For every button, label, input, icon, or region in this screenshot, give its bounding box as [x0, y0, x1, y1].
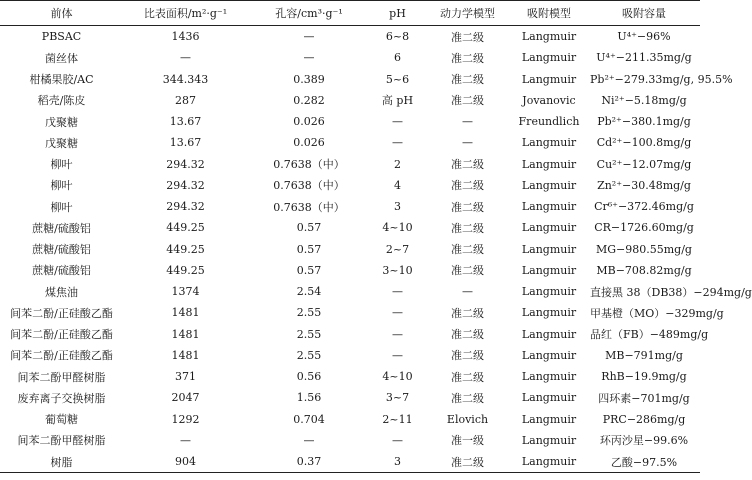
- adsorption-model-cell: Langmuir: [521, 285, 577, 299]
- adsorption-capacity-cell: PRC−286mg/g: [602, 412, 686, 426]
- pore-volume-cell: 0.7638（中）: [273, 179, 345, 193]
- pore-volume-cell: 2.54: [296, 285, 322, 299]
- adsorption-capacity-cell: 乙酸−97.5%: [588, 451, 700, 473]
- surface-area-cell: 1481: [171, 306, 200, 320]
- ph-cell: 2~7: [385, 242, 410, 256]
- adsorption-model-cell: Langmuir: [521, 157, 577, 171]
- adsorption-capacity-cell: Pb²⁺−279.33mg/g, 95.5%: [590, 72, 733, 86]
- table-row: [0, 409, 700, 430]
- header-adsorption-model: 吸附模型: [510, 1, 588, 26]
- adsorption-model-cell: Langmuir: [521, 306, 577, 320]
- adsorption-capacity-cell: MB−708.82mg/g: [596, 263, 692, 277]
- surface-area-cell: 1436: [171, 30, 200, 44]
- surface-area-cell: 449.25: [166, 263, 205, 277]
- pore-volume-cell: 0.7638（中）: [273, 158, 345, 172]
- kinetic-model-cell: 准二级: [451, 370, 484, 384]
- surface-area-cell: 13.67: [169, 115, 202, 129]
- kinetic-model-cell: 准二级: [451, 221, 484, 235]
- ph-cell: 2~11: [382, 412, 413, 426]
- surface-area-cell: 1481: [171, 348, 200, 362]
- ph-cell: 6~8: [385, 30, 410, 44]
- table-row: [0, 451, 700, 473]
- adsorption-capacity-cell: Zn²⁺−30.48mg/g: [597, 178, 691, 192]
- precursor-cell: 葡萄糖: [45, 413, 78, 427]
- kinetic-model-cell: —: [462, 285, 473, 299]
- surface-area-cell: 1481: [171, 327, 200, 341]
- adsorption-model-cell: Langmuir: [521, 136, 577, 150]
- pore-volume-cell: 0.704: [293, 412, 325, 426]
- pore-volume-cell: 0.56: [296, 370, 322, 384]
- pore-volume-cell: 2.55: [296, 348, 322, 362]
- precursor-cell: 柳叶: [50, 179, 73, 193]
- header-adsorption-capacity: 吸附容量: [588, 1, 700, 26]
- kinetic-model-cell: 准二级: [451, 94, 484, 108]
- pore-volume-cell: 0.389: [293, 72, 325, 86]
- precursor-cell: 间苯二酚/正硅酸乙酯: [10, 306, 113, 320]
- ph-cell: —: [392, 348, 403, 362]
- adsorption-capacity-cell: Cr⁶⁺−372.46mg/g: [594, 200, 694, 214]
- pore-volume-cell: 0.37: [248, 451, 370, 473]
- surface-area-cell: 294.32: [166, 178, 205, 192]
- header-pore-volume: 孔容/cm³·g⁻¹: [248, 1, 370, 26]
- header-ph: pH: [370, 1, 425, 26]
- pore-volume-cell: 0.7638（中）: [273, 200, 345, 214]
- adsorption-model-cell: Langmuir: [521, 221, 577, 235]
- adsorption-model-cell: Langmuir: [521, 348, 577, 362]
- table-header: [0, 1, 700, 26]
- kinetic-model-cell: 准二级: [451, 391, 484, 405]
- ph-cell: —: [392, 285, 403, 299]
- ph-cell: —: [392, 115, 403, 129]
- header-precursor: 前体: [0, 1, 123, 26]
- surface-area-cell: 2047: [171, 391, 200, 405]
- adsorption-model-cell: Jovanovic: [522, 93, 576, 107]
- pore-volume-cell: 0.57: [296, 242, 322, 256]
- table-row: [0, 217, 700, 238]
- surface-area-cell: 449.25: [166, 221, 205, 235]
- surface-area-cell: —: [180, 51, 191, 65]
- surface-area-cell: 371: [175, 370, 196, 384]
- header-surface-area: 比表面积/m²·g⁻¹: [123, 1, 248, 26]
- surface-area-cell: 13.67: [169, 136, 202, 150]
- ph-cell: —: [392, 306, 403, 320]
- pore-volume-cell: 0.282: [293, 93, 325, 107]
- precursor-cell: 间苯二酚/正硅酸乙酯: [10, 349, 113, 363]
- precursor-cell: 煤焦油: [45, 285, 78, 299]
- kinetic-model-cell: 准二级: [451, 243, 484, 257]
- ph-cell: 4~10: [382, 221, 413, 235]
- pore-volume-cell: 2.55: [296, 306, 322, 320]
- adsorption-capacity-cell: 四环素−701mg/g: [598, 391, 690, 405]
- kinetic-model-cell: —: [462, 115, 473, 129]
- adsorption-capacity-cell: RhB−19.9mg/g: [601, 370, 687, 384]
- table-row: [0, 26, 700, 48]
- kinetic-model-cell: 准二级: [451, 179, 484, 193]
- table-row: [0, 132, 700, 153]
- precursor-cell: 菌丝体: [45, 51, 78, 65]
- surface-area-cell: 294.32: [166, 157, 205, 171]
- kinetic-model-cell: 准二级: [451, 328, 484, 342]
- ph-cell: 6: [394, 51, 401, 65]
- adsorption-capacity-cell: Cu²⁺−12.07mg/g: [596, 157, 692, 171]
- adsorption-model-cell: Langmuir: [521, 327, 577, 341]
- kinetic-model-cell: 准二级: [451, 30, 484, 44]
- adsorption-capacity-cell: 环丙沙星−99.6%: [599, 434, 689, 448]
- adsorption-capacity-cell: U⁴⁺−96%: [617, 30, 671, 44]
- precursor-cell: 蔗糖/硫酸铝: [32, 243, 91, 257]
- adsorption-capacity-cell: Ni²⁺−5.18mg/g: [601, 93, 687, 107]
- adsorption-model-cell: Langmuir: [521, 433, 577, 447]
- adsorption-capacity-cell: 直接黑 38（DB38）−294mg/g: [590, 285, 752, 299]
- ph-cell: 4: [394, 178, 401, 192]
- surface-area-cell: 1374: [171, 285, 200, 299]
- ph-cell: —: [392, 327, 403, 341]
- table-row: [0, 281, 700, 302]
- precursor-cell: 柳叶: [50, 200, 73, 214]
- pore-volume-cell: 0.57: [296, 221, 322, 235]
- pore-volume-cell: 0.026: [293, 136, 325, 150]
- adsorption-capacity-cell: 甲基橙（MO）−329mg/g: [590, 306, 724, 320]
- adsorption-model-cell: Freundlich: [518, 115, 580, 129]
- ph-cell: —: [392, 136, 403, 150]
- precursor-cell: PBSAC: [41, 30, 82, 44]
- table-row: [0, 175, 700, 196]
- table-row: [0, 239, 700, 260]
- adsorption-model-cell: Langmuir: [521, 412, 577, 426]
- kinetic-model-cell: 准二级: [451, 349, 484, 363]
- header-row: [0, 1, 700, 26]
- precursor-cell: 柳叶: [50, 158, 73, 172]
- adsorption-model-cell: Langmuir: [521, 30, 577, 44]
- kinetic-model-cell: 准二级: [451, 264, 484, 278]
- adsorption-model-cell: Langmuir: [521, 72, 577, 86]
- ph-cell: 3~10: [382, 263, 413, 277]
- pore-volume-cell: 0.026: [293, 115, 325, 129]
- kinetic-model-cell: 准二级: [425, 451, 510, 473]
- ph-cell: 高 pH: [381, 94, 414, 108]
- table-row: [0, 366, 700, 387]
- table-row: [0, 47, 700, 68]
- kinetic-model-cell: —: [462, 136, 473, 150]
- surface-area-cell: —: [180, 433, 191, 447]
- table-body: [0, 26, 752, 473]
- ph-cell: —: [392, 433, 403, 447]
- ph-cell: 5~6: [385, 72, 410, 86]
- surface-area-cell: 449.25: [166, 242, 205, 256]
- table-row: [0, 90, 700, 111]
- adsorption-model-cell: Langmuir: [521, 178, 577, 192]
- adsorption-capacity-cell: Cd²⁺−100.8mg/g: [596, 136, 692, 150]
- kinetic-model-cell: 准二级: [451, 51, 484, 65]
- pore-volume-cell: 2.55: [296, 327, 322, 341]
- surface-area-cell: 1292: [171, 412, 200, 426]
- pore-volume-cell: —: [303, 51, 315, 65]
- precursor-cell: 柑橘果胶/AC: [29, 73, 94, 87]
- adsorption-model-cell: Langmuir: [521, 391, 577, 405]
- precursor-cell: 戊聚糖: [45, 136, 78, 150]
- precursor-cell: 稻壳/陈皮: [37, 94, 86, 108]
- table-row: [0, 260, 700, 281]
- ph-cell: 3~7: [385, 391, 410, 405]
- precursor-cell: 树脂: [0, 451, 123, 473]
- surface-area-cell: 904: [123, 451, 248, 473]
- adsorption-capacity-cell: Pb²⁺−380.1mg/g: [597, 115, 691, 129]
- adsorption-capacity-cell: 品红（FB）−489mg/g: [590, 328, 709, 342]
- pore-volume-cell: —: [303, 30, 315, 44]
- adsorption-capacity-cell: CR−1726.60mg/g: [594, 221, 694, 235]
- precursor-cell: 蔗糖/硫酸铝: [32, 264, 91, 278]
- adsorption-model-cell: Langmuir: [521, 200, 577, 214]
- header-kinetic-model: 动力学模型: [425, 1, 510, 26]
- surface-area-cell: 344.343: [162, 72, 209, 86]
- table-row: [0, 302, 700, 323]
- adsorption-capacity-cell: MB−791mg/g: [605, 348, 683, 362]
- pore-volume-cell: —: [303, 433, 315, 447]
- adsorption-model-cell: Langmuir: [510, 451, 588, 473]
- precursor-cell: 废弃离子交换树脂: [17, 391, 106, 405]
- precursor-cell: 间苯二酚甲醛树脂: [17, 434, 106, 448]
- surface-area-cell: 294.32: [166, 200, 205, 214]
- adsorption-model-cell: Langmuir: [521, 370, 577, 384]
- precursor-cell: 戊聚糖: [45, 115, 78, 129]
- table-row: [0, 324, 700, 345]
- table-row: [0, 69, 700, 90]
- adsorption-model-cell: Langmuir: [521, 263, 577, 277]
- table-row: [0, 430, 700, 451]
- kinetic-model-cell: 准二级: [451, 158, 484, 172]
- adsorption-model-cell: Langmuir: [521, 51, 577, 65]
- precursor-cell: 间苯二酚/正硅酸乙酯: [10, 328, 113, 342]
- table-row: [0, 196, 700, 217]
- table-row: [0, 111, 700, 132]
- adsorption-capacity-cell: U⁴⁺−211.35mg/g: [596, 51, 692, 65]
- ph-cell: 3: [394, 200, 401, 214]
- ph-cell: 2: [394, 157, 401, 171]
- kinetic-model-cell: Elovich: [446, 412, 489, 426]
- kinetic-model-cell: 准二级: [451, 73, 484, 87]
- precursor-cell: 间苯二酚甲醛树脂: [17, 370, 106, 384]
- table-row: [0, 387, 700, 408]
- kinetic-model-cell: 准一级: [451, 434, 484, 448]
- ph-cell: 4~10: [382, 370, 413, 384]
- pore-volume-cell: 1.56: [296, 391, 322, 405]
- pore-volume-cell: 0.57: [296, 263, 322, 277]
- ph-cell: 3: [370, 451, 425, 473]
- adsorption-capacity-cell: MG−980.55mg/g: [596, 242, 692, 256]
- surface-area-cell: 287: [175, 93, 196, 107]
- kinetic-model-cell: 准二级: [451, 200, 484, 214]
- kinetic-model-cell: 准二级: [451, 306, 484, 320]
- adsorption-model-cell: Langmuir: [521, 242, 577, 256]
- precursor-cell: 蔗糖/硫酸铝: [32, 221, 91, 235]
- table-row: [0, 345, 700, 366]
- table-row: [0, 154, 700, 175]
